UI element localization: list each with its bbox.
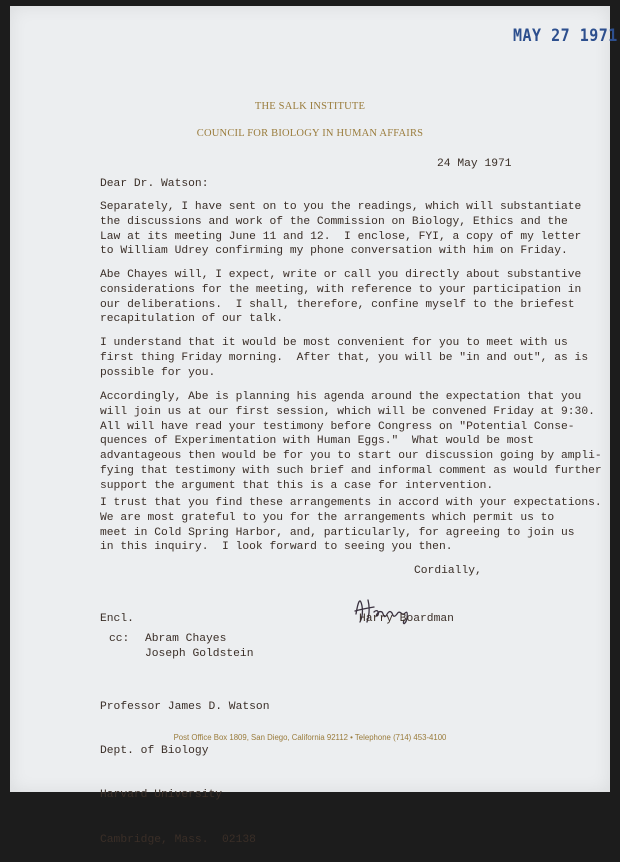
paragraph-5 <box>100 496 602 555</box>
paragraph-line: Abe Chayes will, I expect, write or call you directly about substantive <box>100 269 582 281</box>
address-line: Harvard University <box>100 789 223 802</box>
paragraph-line: advantageous then would be for you to start our discussion going by ampli- <box>100 450 602 463</box>
paragraph-line: Accordingly, Abe is planning his agenda around the expectation that you <box>100 391 582 403</box>
closing: Cordially, <box>414 565 482 577</box>
paragraph-line: All will have read your testimony before Congress on "Potential Conse- <box>100 420 575 433</box>
paragraph-line: in this inquiry. I look forward to seeing you then. <box>100 541 453 554</box>
paragraph-line: recapitulation of our talk. <box>100 313 284 326</box>
letterhead-council: COUNCIL FOR BIOLOGY IN HUMAN AFFAIRS <box>196 128 424 139</box>
paragraph-1 <box>100 200 582 259</box>
paragraph-line: considerations for the meeting, with reference to your participation in <box>100 283 582 296</box>
letterhead-institute: THE SALK INSTITUTE <box>254 101 366 112</box>
cc-label: cc: <box>109 633 130 645</box>
address-line: Dept. of Biology <box>100 744 209 757</box>
paragraph-line: I trust that you find these arrangements in accord with your expectations. <box>100 497 602 509</box>
paragraph-line: Law at its meeting June 11 and 12. I enclose, FYI, a copy of my letter <box>100 230 582 243</box>
address-line: Professor James D. Watson <box>100 700 270 713</box>
paragraph-3 <box>100 336 589 380</box>
date-received-stamp: MAY 27 1971 <box>513 24 618 46</box>
paragraph-line: fying that testimony with such brief and informal comment as would further <box>100 464 602 477</box>
signer-name: Harry Boardman <box>359 613 454 625</box>
address-block <box>100 670 269 862</box>
paragraph-line: our deliberations. I shall, therefore, confine myself to the briefest <box>100 298 575 311</box>
cc-recipient-2: Joseph Goldstein <box>145 648 254 660</box>
paragraph-2 <box>100 268 582 327</box>
paragraph-line: quences of Experimentation with Human Eggs." What would be most <box>100 435 534 448</box>
paragraph-line: We are most grateful to you for the arrangements which permit us to <box>100 511 555 524</box>
paragraph-line: first thing Friday morning. After that, you will be "in and out", as is <box>100 351 589 364</box>
salutation: Dear Dr. Watson: <box>100 178 209 190</box>
cc-recipient-1: Abram Chayes <box>145 633 227 645</box>
paragraph-line: meet in Cold Spring Harbor, and, particularly, for agreeing to join us <box>100 526 575 539</box>
paragraph-line: possible for you. <box>100 366 216 379</box>
paragraph-line: will join us at our first session, which will be convened Friday at 9:30. <box>100 405 595 418</box>
address-line: Cambridge, Mass. 02138 <box>100 833 256 846</box>
enclosure-note: Encl. <box>100 613 134 625</box>
paragraph-line: to William Udrey confirming my phone conversation with him on Friday. <box>100 245 568 258</box>
paragraph-4 <box>100 390 602 494</box>
paragraph-line: the discussions and work of the Commission on Biology, Ethics and the <box>100 215 568 228</box>
letter-date: 24 May 1971 <box>437 158 512 170</box>
paragraph-line: I understand that it would be most convenient for you to meet with us <box>100 337 568 349</box>
letterhead-footer: Post Office Box 1809, San Diego, California 92112 • Telephone (714) 453-4100 <box>173 733 447 742</box>
paragraph-line: support the argument that this is a case for intervention. <box>100 479 494 492</box>
paragraph-line: Separately, I have sent on to you the readings, which will substantiate <box>100 201 582 213</box>
